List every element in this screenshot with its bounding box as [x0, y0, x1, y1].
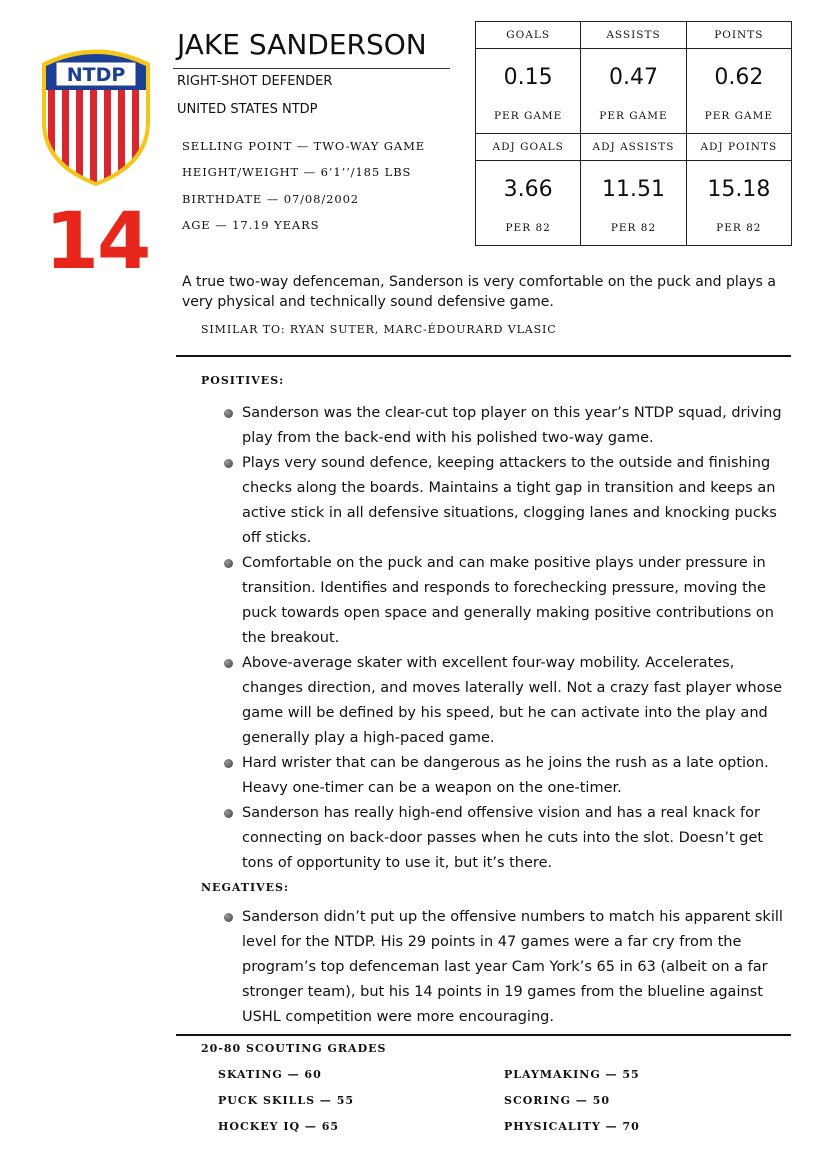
list-item-text: Comfortable on the puck and can make positive plays under pressure in transition. Identifies and responds to forechecking pressure, moving the puck towards open space and generally making positive contributions on the breakout.	[242, 555, 774, 646]
stat-cell-points	[686, 49, 791, 134]
stat-value-adj-assists: 11.51	[602, 176, 665, 202]
player-name: JAKE SANDERSON	[177, 28, 427, 61]
stat-value-adj-points: 15.18	[707, 176, 771, 202]
stat-value-assists: 0.47	[609, 64, 658, 90]
stat-unit: PER 82	[716, 221, 762, 234]
birthdate: BIRTHDATE — 07/08/2002	[182, 192, 360, 206]
stat-cell-goals	[476, 49, 581, 134]
list-item-text: Above-average skater with excellent four-way mobility. Accelerates, changes direction, and moves laterally well. Not a crazy fast player whose game will be defined by his speed, but he can activate into the play and generally play a high-paced game.	[242, 655, 783, 746]
grade-puck-skills: PUCK SKILLS — 55	[218, 1094, 355, 1107]
stat-unit: PER 82	[610, 221, 657, 234]
grades-heading: 20-80 SCOUTING GRADES	[201, 1042, 387, 1055]
similar-players: SIMILAR TO: RYAN SUTER, MARC-ÉDOURARD VLASIC	[201, 323, 557, 336]
list-item-text: Plays very sound defence, keeping attackers to the outside and finishing checks along the boards. Maintains a tight gap in transition and keeps an active stick in all defensive situations, clogging lanes and knocking pucks off sticks.	[242, 455, 777, 546]
negatives-heading: NEGATIVES:	[201, 881, 290, 894]
grade-hockey-iq: HOCKEY IQ — 65	[218, 1120, 340, 1133]
list-item	[224, 651, 790, 751]
height-weight: HEIGHT/WEIGHT — 6’1’’/185 LBS	[182, 165, 412, 179]
selling-point: SELLING POINT — TWO-WAY GAME	[182, 139, 426, 153]
bullet-icon	[224, 409, 233, 418]
negatives-list	[224, 905, 790, 1030]
list-item-text: Sanderson has really high-end offensive vision and has a real knack for connecting on back-door passes when he cuts into the slot. Doesn’t get tons of opportunity to use it, but it’s there.	[242, 805, 764, 871]
grade-scoring: SCORING — 50	[504, 1094, 610, 1107]
player-team: UNITED STATES NTDP	[177, 102, 318, 117]
stat-unit: PER GAME	[493, 109, 563, 122]
list-item	[224, 751, 790, 801]
list-item	[224, 801, 790, 876]
list-item-text: Sanderson didn’t put up the offensive numbers to match his apparent skill level for the NTDP. His 29 points in 47 games were a far cry from the program’s top defenceman last year Cam York’s 65 in 63 (albeit on a far stronger team), but his 14 points in 19 games from the blueline against USHL competition were more encouraging.	[242, 909, 783, 1025]
stat-value-points: 0.62	[714, 64, 764, 90]
list-item	[224, 401, 790, 451]
positives-list	[224, 401, 790, 876]
stat-header-assists: ASSISTS	[581, 22, 686, 49]
player-position: RIGHT-SHOT DEFENDER	[177, 74, 333, 89]
jersey-number: 14	[44, 197, 150, 287]
bullet-icon	[224, 459, 233, 468]
summary-text: A true two-way defenceman, Sanderson is very comfortable on the puck and plays a very physical and technically sound defensive game.	[182, 274, 776, 310]
stat-header-points: POINTS	[686, 22, 791, 49]
grade-skating: SKATING — 60	[218, 1068, 322, 1081]
section-divider	[176, 1034, 791, 1036]
stat-header-adj-goals: ADJ GOALS	[476, 134, 581, 161]
list-item	[224, 905, 790, 1030]
list-item-text: Hard wrister that can be dangerous as he joins the rush as a late option. Heavy one-timer can be a weapon on the one-timer.	[242, 755, 769, 796]
list-item	[224, 451, 790, 551]
positives-heading: POSITIVES:	[201, 374, 285, 387]
stat-value-goals: 0.15	[503, 64, 553, 90]
logo-text: NTDP	[66, 64, 126, 86]
stat-cell-adj-goals	[476, 161, 581, 246]
stat-header-goals: GOALS	[476, 22, 581, 49]
stat-unit: PER 82	[505, 221, 551, 234]
grade-physicality: PHYSICALITY — 70	[504, 1120, 640, 1133]
bullet-icon	[224, 559, 233, 568]
grade-playmaking: PLAYMAKING — 55	[504, 1068, 640, 1081]
stat-unit: PER GAME	[704, 109, 774, 122]
section-divider	[176, 355, 791, 357]
stat-cell-adj-points	[686, 161, 791, 246]
stat-value-adj-goals: 3.66	[503, 176, 553, 202]
stat-unit: PER GAME	[599, 109, 668, 122]
bullet-icon	[224, 913, 233, 922]
stat-header-adj-assists: ADJ ASSISTS	[581, 134, 686, 161]
bullet-icon	[224, 809, 233, 818]
ntdp-shield-logo	[38, 44, 154, 186]
age: AGE — 17.19 YEARS	[182, 218, 320, 232]
list-item	[224, 551, 790, 651]
list-item-text: Sanderson was the clear-cut top player on this year’s NTDP squad, driving play from the back-end with his polished two-way game.	[242, 405, 782, 446]
bullet-icon	[224, 659, 233, 668]
stat-cell-assists	[581, 49, 686, 134]
name-divider	[173, 68, 450, 69]
bullet-icon	[224, 759, 233, 768]
stats-table	[475, 21, 792, 246]
stat-cell-adj-assists	[581, 161, 686, 246]
stat-header-adj-points: ADJ POINTS	[686, 134, 791, 161]
